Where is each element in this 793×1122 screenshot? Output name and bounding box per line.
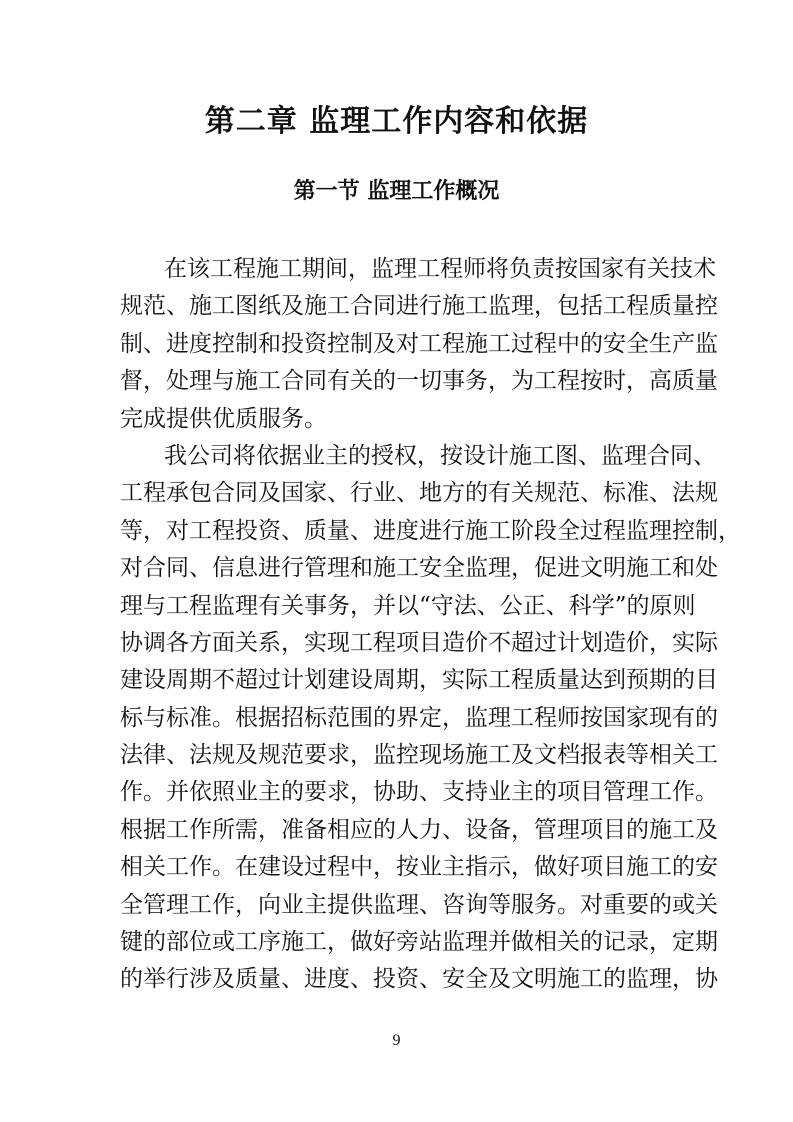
paragraph-2-line: 我公司将依据业主的授权，按设计施工图、监理合同、	[164, 442, 716, 469]
paragraph-1-line: 在该工程施工期间，监理工程师将负责按国家有关技术	[164, 256, 716, 282]
chapter-title: 第二章 监理工作内容和依据	[204, 104, 589, 139]
paragraph-2-line: 理与工程监理有关事务，并以“守法、公正、科学”的原则	[120, 592, 696, 619]
body-text	[120, 251, 741, 999]
paragraph-2-line: 建设周期不超过计划建设周期，实际工程质量达到预期的目	[120, 667, 718, 694]
paragraph-1-line: 制、进度控制和投资控制及对工程施工过程中的安全生产监	[120, 330, 718, 357]
section-title: 第一节 监理工作概况	[293, 178, 500, 204]
paragraph-2-line: 标与标准。根据招标范围的界定，监理工程师按国家现有的	[120, 704, 718, 731]
paragraph-1-line: 规范、施工图纸及施工合同进行施工监理，包括工程质量控	[120, 293, 718, 320]
paragraph-2-line: 作。并依照业主的要求，协助、支持业主的项目管理工作。	[120, 779, 718, 806]
paragraph-2-line: 根据工作所需，准备相应的人力、设备，管理项目的施工及	[120, 816, 718, 843]
paragraph-2-line: 法律、法规及规范要求，监控现场施工及文档报表等相关工	[120, 742, 718, 769]
paragraph-2-line: 协调各方面关系，实现工程项目造价不超过计划造价，实际	[120, 629, 718, 656]
paragraph-2-line: 对合同、信息进行管理和施工安全监理，促进文明施工和处	[120, 555, 718, 582]
paragraph-2-line: 键的部位或工序施工，做好旁站监理并做相关的记录，定期	[120, 929, 718, 956]
paragraph-1-line: 督，处理与施工合同有关的一切事务，为工程按时，高质量	[120, 368, 718, 395]
paragraph-2-line: 全管理工作，向业主提供监理、咨询等服务。对重要的或关	[120, 891, 718, 918]
paragraph-2-line: 相关工作。在建设过程中，按业主指示，做好项目施工的安	[120, 854, 718, 881]
paragraph-2-line: 的举行涉及质量、进度、投资、安全及文明施工的监理，协	[120, 966, 718, 993]
paragraph-2-line: 等，对工程投资、质量、进度进行施工阶段全过程监理控制，	[120, 517, 741, 544]
paragraph-2-line: 工程承包合同及国家、行业、地方的有关规范、标准、法规	[120, 480, 718, 507]
paragraph-1-line: 完成提供优质服务。	[120, 405, 327, 432]
page-number: 9	[392, 1032, 401, 1049]
